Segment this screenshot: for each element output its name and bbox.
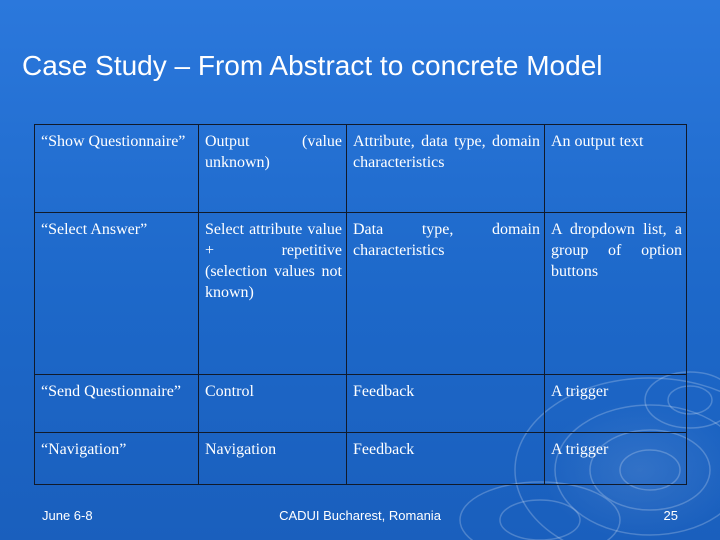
- page-number: 25: [663, 508, 678, 523]
- table-cell: Select attribute value + repetitive (selection values not known): [199, 213, 347, 375]
- table-cell: Feedback: [347, 433, 545, 485]
- table-cell: Navigation: [199, 433, 347, 485]
- slide-title: Case Study – From Abstract to concrete Model: [22, 50, 603, 81]
- table-row: [35, 125, 687, 213]
- table-cell: A trigger: [545, 433, 687, 485]
- table-cell: “Navigation”: [35, 433, 199, 485]
- table-cell: Data type, domain characteristics: [347, 213, 545, 375]
- table-row: [35, 433, 687, 485]
- table-cell: Output (value unknown): [199, 125, 347, 213]
- table-cell: “Send Questionnaire”: [35, 375, 199, 433]
- table-row: [35, 213, 687, 375]
- table-cell: Control: [199, 375, 347, 433]
- table-row: [35, 375, 687, 433]
- footer-event: CADUI Bucharest, Romania: [279, 508, 441, 523]
- footer-date: June 6-8: [42, 508, 93, 523]
- table-cell: “Select Answer”: [35, 213, 199, 375]
- table-cell: “Show Questionnaire”: [35, 125, 199, 213]
- table-cell: A trigger: [545, 375, 687, 433]
- table-cell: An output text: [545, 125, 687, 213]
- table-cell: Attribute, data type, domain characteristics: [347, 125, 545, 213]
- model-table: [34, 124, 687, 485]
- table-cell: A dropdown list, a group of option buttons: [545, 213, 687, 375]
- table-cell: Feedback: [347, 375, 545, 433]
